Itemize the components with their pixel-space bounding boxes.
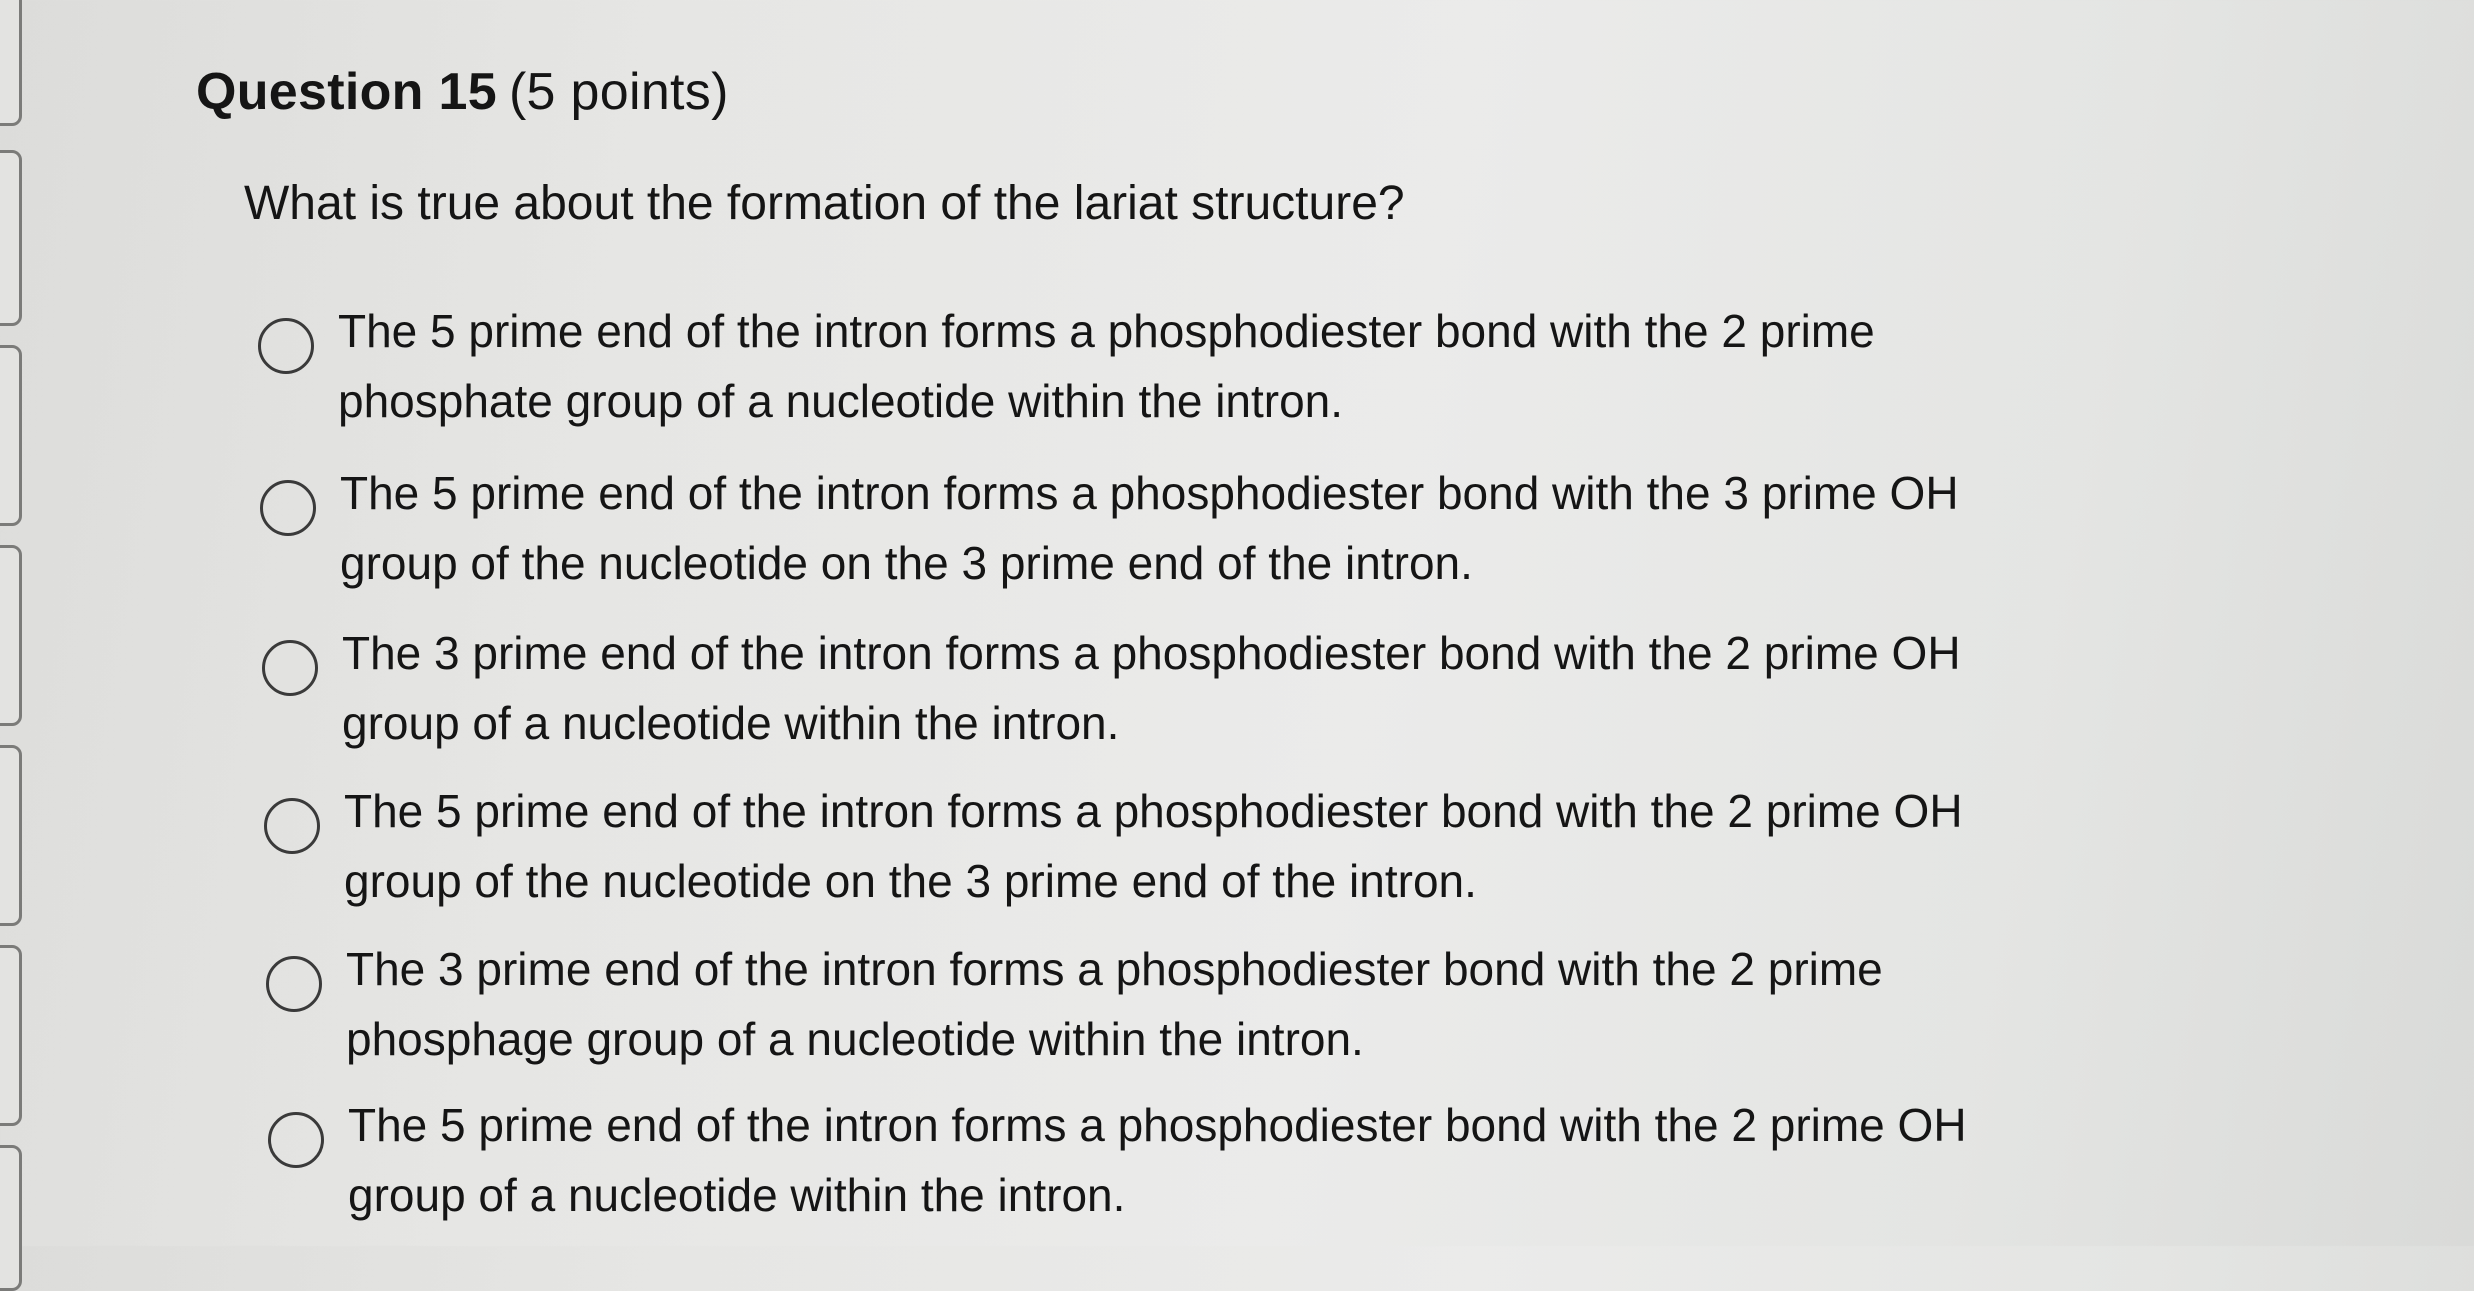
question-points: (5 points) bbox=[508, 63, 729, 121]
answer-line: The 5 prime end of the intron forms a phosphodiester bond with the 2 prime OH bbox=[348, 1099, 1967, 1151]
answer-option-text bbox=[340, 458, 2240, 598]
edge-tab[interactable] bbox=[0, 1145, 22, 1291]
answer-option-text bbox=[342, 618, 2242, 758]
answer-line: group of a nucleotide within the intron. bbox=[342, 697, 1120, 749]
question-prompt: What is true about the formation of the lariat structure? bbox=[244, 177, 1405, 230]
answer-option-text bbox=[344, 776, 2244, 916]
answer-line: The 5 prime end of the intron forms a phosphodiester bond with the 2 prime OH bbox=[344, 785, 1963, 837]
radio-button[interactable] bbox=[264, 798, 320, 854]
radio-button[interactable] bbox=[258, 318, 314, 374]
answer-line: The 5 prime end of the intron forms a phosphodiester bond with the 2 prime bbox=[338, 305, 1875, 357]
answer-option-text bbox=[348, 1090, 2248, 1230]
answer-line: The 5 prime end of the intron forms a phosphodiester bond with the 3 prime OH bbox=[340, 467, 1959, 519]
answer-line: phosphate group of a nucleotide within the intron. bbox=[338, 375, 1344, 427]
edge-tab[interactable] bbox=[0, 545, 22, 726]
answer-line: phosphage group of a nucleotide within the intron. bbox=[346, 1013, 1364, 1065]
edge-tab[interactable] bbox=[0, 745, 22, 926]
question-title bbox=[196, 62, 729, 122]
answer-line: group of the nucleotide on the 3 prime end of the intron. bbox=[340, 537, 1473, 589]
edge-tab[interactable] bbox=[0, 945, 22, 1126]
answer-option-text bbox=[346, 934, 2246, 1074]
radio-button[interactable] bbox=[262, 640, 318, 696]
question-label: Question 15 bbox=[196, 63, 497, 121]
edge-tab[interactable] bbox=[0, 0, 22, 126]
radio-button[interactable] bbox=[268, 1112, 324, 1168]
answer-line: The 3 prime end of the intron forms a phosphodiester bond with the 2 prime OH bbox=[342, 627, 1961, 679]
answer-line: The 3 prime end of the intron forms a phosphodiester bond with the 2 prime bbox=[346, 943, 1883, 995]
left-edge-panel bbox=[0, 0, 40, 1246]
answer-option-text bbox=[338, 296, 2238, 436]
radio-button[interactable] bbox=[260, 480, 316, 536]
answer-line: group of a nucleotide within the intron. bbox=[348, 1169, 1126, 1221]
edge-tab[interactable] bbox=[0, 345, 22, 526]
radio-button[interactable] bbox=[266, 956, 322, 1012]
edge-tab[interactable] bbox=[0, 150, 22, 326]
answer-line: group of the nucleotide on the 3 prime end of the intron. bbox=[344, 855, 1477, 907]
